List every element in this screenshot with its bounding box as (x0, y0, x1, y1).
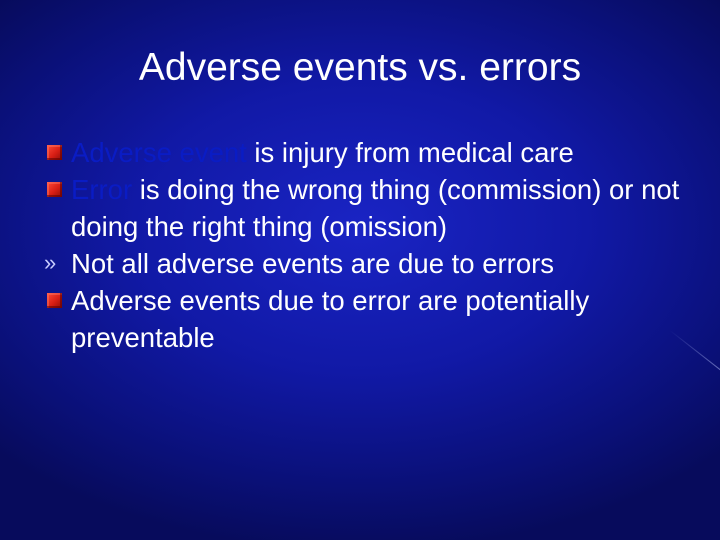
chevron-bullet-icon: » (44, 250, 57, 275)
bullet-text: Not all adverse events are due to errors (71, 248, 555, 279)
bullet-item-not-all-errors (44, 245, 694, 282)
bullet-list (44, 134, 694, 356)
slide-title: Adverse events vs. errors (138, 46, 582, 89)
bullet-item-error (44, 171, 694, 245)
bullet-text: Adverse events due to error are potentially preventable (71, 285, 590, 353)
bullet-text: is doing the wrong thing (commission) or not doing the right thing (omission) (71, 174, 680, 242)
bullet-text: is injury from medical care (246, 137, 574, 168)
bullet-item-preventable (44, 282, 694, 356)
bullet-item-adverse-event (44, 134, 694, 171)
bullet-term: Adverse event (71, 137, 247, 168)
bullet-term: Error (71, 174, 133, 205)
red-square-bullet-icon (47, 145, 62, 160)
red-square-bullet-icon (47, 293, 62, 308)
red-square-bullet-icon (47, 182, 62, 197)
